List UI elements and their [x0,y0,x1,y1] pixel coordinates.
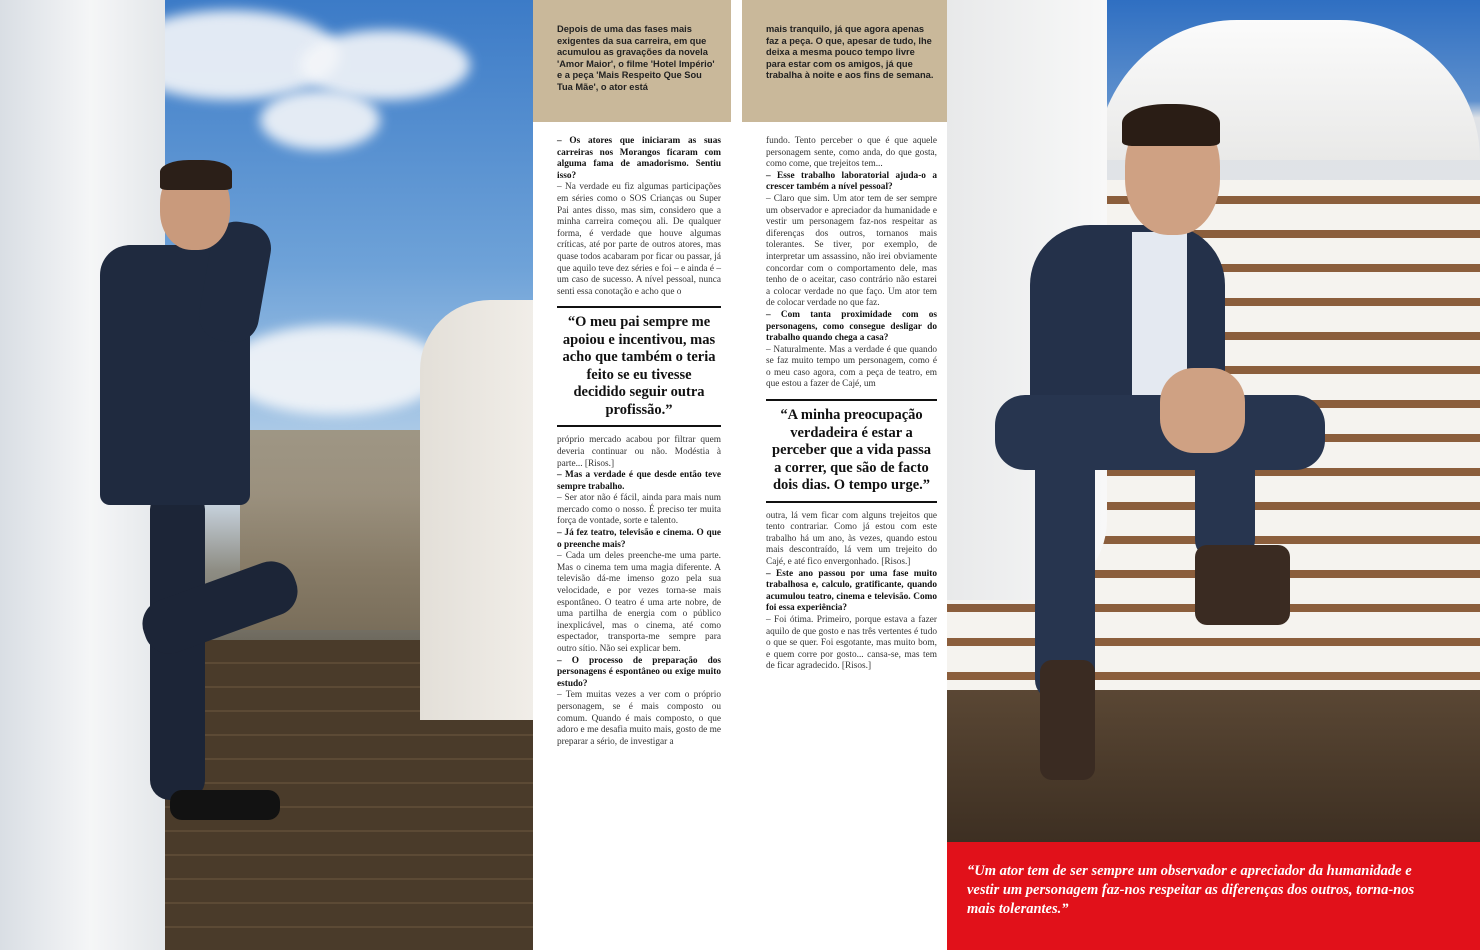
intro-text: Depois de uma das fases mais exigentes da sua carreira, em que acumulou as gravações da novela 'Amor Maior', o filme 'Hotel Império' e a peça 'Mais Respeito Que Sou Tua Mãe', o ator está [557,24,715,92]
question: – Mas a verdade é que desde então teve sempre trabalho. [557,470,721,492]
answer: fundo. Tento perceber o que é que aquele personagem sente, como anda, do que gosta, como come, que trejeitos tem... [766,136,937,170]
pull-quote: “O meu pai sempre me apoiou e incentivou, mas acho que também o teria feito se eu tivesse decidido seguir outra profissão.” [557,306,721,427]
answer: – Cada um deles preenche-me uma parte. Mas o cinema tem uma magia diferente. A televisão dá-me imenso gozo pela sua velocidade, e por vezes torna-se mais espontâneo. O teatro é uma arte nobre, de uma partilha de energia com o público inexplicável, mas o cinema, até como espectador, transporta-me sempre para outro sítio. Não sei explicar bem. [557,551,721,654]
question: – Já fez teatro, televisão e cinema. O que o preenche mais? [557,528,721,550]
intro-box [742,0,947,122]
photo-actor-leaning-wall [0,0,533,950]
answer: outra, lá vem ficar com alguns trejeitos que tento contrariar. Como já estou com este trabalho há um ano, às vezes, quando estou mais descontraído, lá vem um trejeito do Cajé, e até fico envergonhado. [Risos.] [766,510,937,567]
text-column-2 [742,0,947,950]
question: – Com tanta proximidade com os personagens, como consegue desligar do trabalho quando chega a casa? [766,309,937,344]
question: – Este ano passou por uma fase muito trabalhosa e, calculo, gratificante, quando acumulou teatro, cinema e televisão. Como foi essa experiência? [766,568,937,614]
answer: – Na verdade eu fiz algumas participações em séries como o SOS Crianças ou Super Pai antes disso, mas sim, considero que a minha carreira começou ali. De qualquer forma, é verdade que houve algumas críticas, até por parte de outros atores, mas quase todos acabaram por ficar ou passar, já que aquilo teve dez séries e foi – e ainda é – um caso de sucesso. A nível pessoal, nunca senti essa conotação e acho que o [557,182,721,297]
question: – Os atores que iniciaram as suas carreiras nos Morangos ficaram com alguma fama de amadorismo. Sentiu isso? [557,136,721,181]
intro-box [533,0,731,122]
answer: – Foi ótima. Primeiro, porque estava a fazer aquilo de que gosto e nas três vertentes é tudo o que se quer. Foi esgotante, mas muito bom, e quem corre por gosto... cansa-se, mas tem de ficar agradecido. [Risos.] [766,614,937,672]
question: – O processo de preparação dos personagens é espontâneo ou exige muito estudo? [557,655,721,689]
intro-text: mais tranquilo, já que agora apenas faz a peça. O que, apesar de tudo, lhe deixa a mesma pouco tempo livre para estar com os amigos, já que trabalha à noite e aos fins de semana. [766,24,934,80]
answer: próprio mercado acabou por filtrar quem deveria continuar ou não. Modéstia à parte... [Risos.] [557,435,721,469]
highlight-quote-box [947,842,1480,950]
answer: – Naturalmente. Mas a verdade é que quando se faz muito tempo um personagem, como é o meu caso agora, com a peça de teatro, em que estou a fazer de Cajé, um [766,344,937,390]
text-column-1 [533,0,731,950]
answer: – Claro que sim. Um ator tem de ser sempre um observador e apreciador da humanidade e vestir um personagem faz-nos respeitar as diferenças dos outros, tornanos mais tolerantes. Se tiver, por exemplo, de interpretar um assassino, não irei obviamente concordar com o comportamento dele, mas tenho de o aceitar, caso contrário não estarei a colocar verdade no que faço. Um ator tem de colocar verdade no que faz. [766,193,937,309]
pull-quote: “A minha preocupação verdadeira é estar a perceber que a vida passa a correr, que são de facto dois dias. O tempo urge.” [766,399,937,503]
column-gutter [731,0,742,950]
answer: – Ser ator não é fácil, ainda para mais num mercado como o nosso. É preciso ter muita força de vontade, sorte e talento. [557,493,721,527]
question: – Esse trabalho laboratorial ajuda-o a crescer também a nível pessoal? [766,170,937,193]
highlight-quote: “Um ator tem de ser sempre um observador e apreciador da humanidade e vestir um personagem faz-nos respeitar as diferenças dos outros, torna-nos mais tolerantes.” [967,863,1415,917]
answer: – Tem muitas vezes a ver com o próprio personagem, se é mais composto ou comum. Quando é mais composto, o que adoro e me desafia muito mais, gosto de me preparar a sério, de investigar a [557,690,721,747]
